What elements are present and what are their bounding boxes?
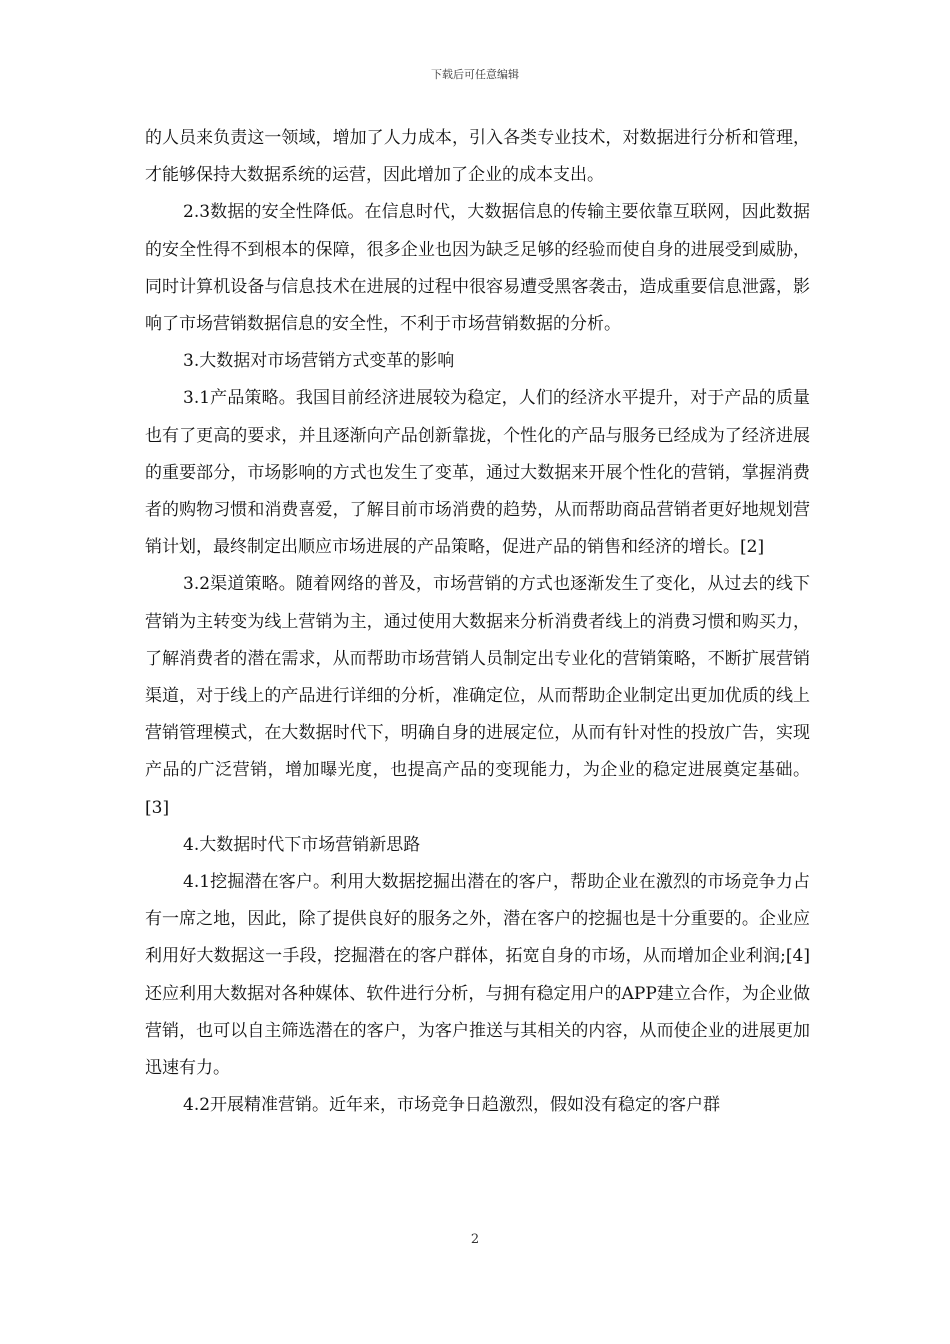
- section-heading-4: 4.大数据时代下市场营销新思路: [183, 834, 421, 855]
- paragraph-2-3: 2.3数据的安全性降低。在信息时代，大数据信息的传输主要依靠互联网，因此数据的安全性得不到根本的保障，很多企业也因为缺乏足够的经验而使自身的进展受到威胁，同时计算机设备与信息技术在进展的过程中很容易遭受黑客袭击，造成重要信息泄露，影响了市场营销数据信息的安全性，不利于市场营销数据的分析。: [145, 202, 810, 335]
- page-header: 下载后可任意编辑: [431, 68, 519, 81]
- body-text: [145, 120, 810, 1124]
- paragraph-3-2: 3.2渠道策略。随着网络的普及，市场营销的方式也逐渐发生了变化，从过去的线下营销为主转变为线上营销为主，通过使用大数据来分析消费者线上的消费习惯和购买力，了解消费者的潜在需求，从而帮助市场营销人员制定出专业化的营销策略，不断扩展营销渠道，对于线上的产品进行详细的分析，准确定位，从而帮助企业制定出更加优质的线上营销管理模式，在大数据时代下，明确自身的进展定位，从而有针对性的投放广告，实现产品的广泛营销，增加曝光度，也提高产品的变现能力，为企业的稳定进展奠定基础。[3]: [145, 574, 810, 818]
- paragraph-4-2: 4.2开展精准营销。近年来，市场竞争日趋激烈，假如没有稳定的客户群: [183, 1095, 721, 1116]
- section-heading-3: 3.大数据对市场营销方式变革的影响: [183, 351, 455, 372]
- page-number: 2: [470, 1232, 480, 1247]
- paragraph-4-1: 4.1挖掘潜在客户。利用大数据挖掘出潜在的客户，帮助企业在激烈的市场竞争力占有一席之地，因此，除了提供良好的服务之外，潜在客户的挖掘也是十分重要的。企业应利用好大数据这一手段，挖掘潜在的客户群体，拓宽自身的市场，从而增加企业利润;[4]还应利用大数据对各种媒体、软件进行分析，与拥有稳定用户的APP建立合作，为企业做营销，也可以自主筛选潜在的客户，为客户推送与其相关的内容，从而使企业的进展更加迅速有力。: [145, 872, 810, 1079]
- paragraph-3-1: 3.1产品策略。我国目前经济进展较为稳定，人们的经济水平提升，对于产品的质量也有了更高的要求，并且逐渐向产品创新靠拢，个性化的产品与服务已经成为了经济进展的重要部分，市场影响的方式也发生了变革，通过大数据来开展个性化的营销，掌握消费者的购物习惯和消费喜爱，了解目前市场消费的趋势，从而帮助商品营销者更好地规划营销计划，最终制定出顺应市场进展的产品策略，促进产品的销售和经济的增长。[2]: [145, 388, 810, 558]
- paragraph-continuation: 的人员来负责这一领域，增加了人力成本，引入各类专业技术，对数据进行分析和管理，才能够保持大数据系统的运营，因此增加了企业的成本支出。: [145, 128, 810, 186]
